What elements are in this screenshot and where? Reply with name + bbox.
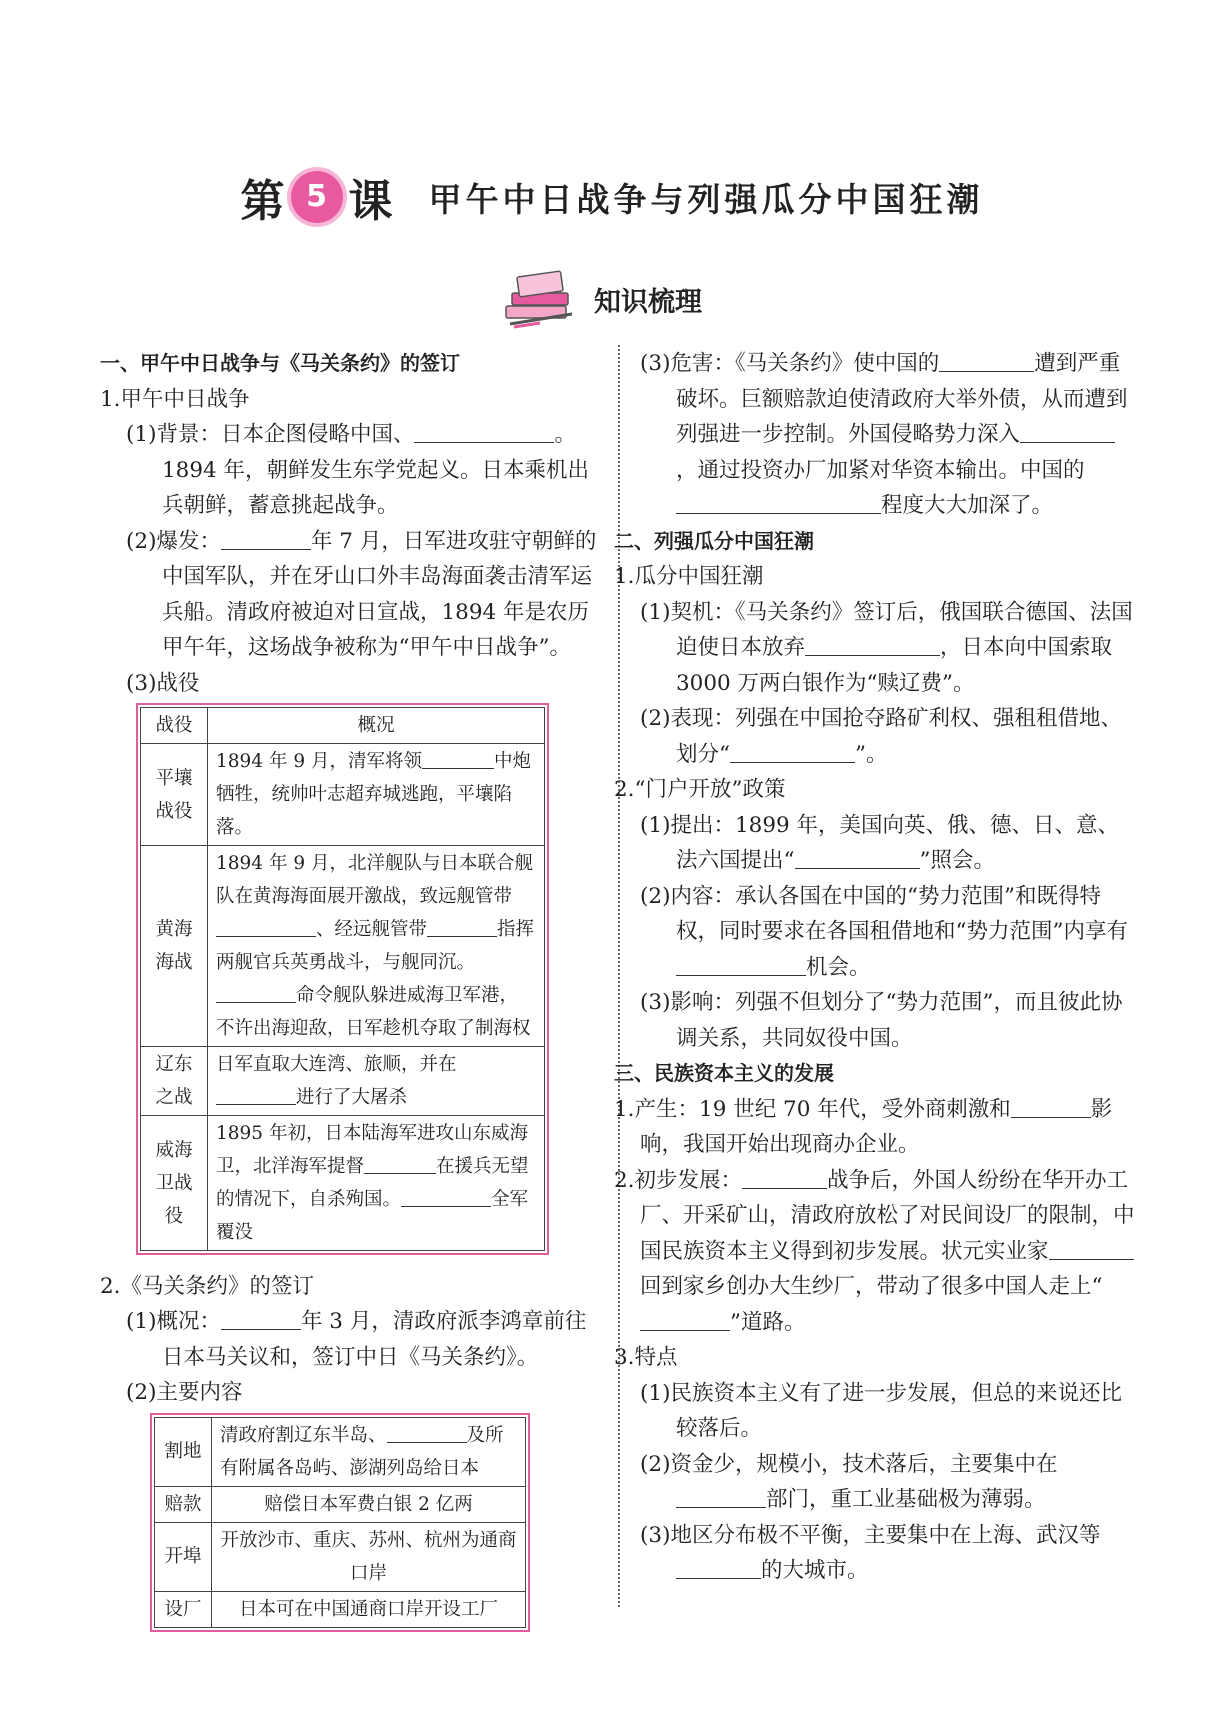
treaty-key: 设厂	[155, 1591, 212, 1627]
battles-table	[140, 707, 545, 1251]
heading-1-2: 2.《马关条约》的签订	[100, 1273, 315, 1299]
table-row	[141, 846, 545, 1047]
development-end: ”道路。	[730, 1309, 806, 1335]
section-title: 知识梳理	[594, 286, 702, 318]
books-icon	[500, 268, 580, 330]
blank-field	[805, 633, 940, 656]
battles-table-wrap	[136, 703, 549, 1255]
origin-text-2: 影响，我国开始出现商办企业。	[640, 1096, 1113, 1157]
battle-name: 黄海海战	[141, 846, 208, 1047]
blank-field	[939, 349, 1034, 372]
treaty-value: 日本可在中国通商口岸开设工厂	[212, 1591, 526, 1627]
harm-label: (3)危害：《马关条约》使中国的	[640, 351, 940, 376]
background-item	[100, 417, 605, 524]
harm-text-2: ，通过投资办厂加紧对华资本输出。中国的	[676, 457, 1085, 483]
table-row	[155, 1591, 526, 1627]
performance-end: ”。	[855, 741, 888, 767]
background-text: (1)背景：日本企图侵略中国、	[126, 422, 415, 447]
development-label: 2.初步发展：	[614, 1167, 743, 1193]
policy-content-end: 机会。	[806, 954, 871, 980]
development-text-2: 回到家乡创办大生纱厂，带动了很多中国人走上“	[640, 1274, 1103, 1299]
blank-field	[422, 746, 494, 769]
cell-text: 在援兵无望的情况下，自杀殉国。	[216, 1156, 529, 1210]
blank-field	[221, 1307, 301, 1330]
blank-field	[640, 1308, 730, 1331]
cell-text: 进行了大屠杀	[296, 1087, 408, 1108]
battle-desc	[208, 744, 545, 846]
cell-text: 、经远舰管带	[316, 919, 428, 940]
feature-1: (1)民族资本主义有了进一步发展，但总的来说还比较落后。	[640, 1380, 1122, 1441]
opportunity-item	[640, 595, 1135, 702]
battle-name: 威海卫战役	[141, 1116, 208, 1251]
feature-2-end: 部门，重工业基础极为薄弱。	[766, 1487, 1046, 1512]
blank-field	[221, 527, 311, 550]
proposal-end: ”照会。	[919, 848, 995, 873]
outbreak-item	[100, 524, 605, 666]
battle-name: 平壤战役	[141, 744, 208, 846]
table-row	[141, 708, 545, 744]
overview-label: (1)概况：	[126, 1309, 221, 1334]
cell-text: 1894 年 9 月，北洋舰队与日本联合舰队在黄海海面展开激战，致远舰管带	[216, 853, 533, 907]
table-row	[141, 1047, 545, 1116]
section-header	[500, 268, 702, 330]
blank-field	[676, 953, 806, 976]
blank-field	[216, 914, 316, 937]
heading-2-2: 2.“门户开放”政策	[614, 777, 786, 802]
origin-text: 1.产生：19 世纪 70 年代，受外商刺激和	[614, 1096, 1011, 1122]
blank-field	[730, 740, 855, 763]
treaty-table-wrap	[150, 1413, 530, 1632]
table-row	[155, 1417, 526, 1486]
policy-content-text: (2)内容：承认各国在中国的“势力范围”和既得特权，同时要求在各国租借地和“势力范围”内享有	[640, 883, 1128, 944]
feature-2	[640, 1447, 1135, 1518]
heading-2-1: 1.瓜分中国狂潮	[614, 564, 764, 589]
right-column	[614, 346, 1135, 1589]
table-row	[141, 744, 545, 846]
battles-label: (3)战役	[126, 670, 200, 696]
development-text: 战争后，外国人纷纷在华开办工厂、开采矿山，清政府放松了对民间设厂的限制，中国民族资本主义得到初步发展。状元实业家	[640, 1167, 1135, 1264]
table-row	[155, 1486, 526, 1522]
background-end: 。	[554, 422, 576, 447]
blank-field	[387, 1420, 467, 1443]
battle-desc	[208, 1047, 545, 1116]
heading-1-1: 1.甲午中日战争	[100, 386, 250, 412]
blank-field	[414, 420, 554, 443]
cell-text: 指挥两舰官兵英勇战斗，与舰同沉。	[216, 919, 535, 973]
policy-content-item	[640, 879, 1135, 986]
blank-field	[676, 491, 881, 514]
heading-1: 一、甲午中日战争与《马关条约》的签订	[100, 351, 460, 375]
cell-text: 日军直取大连湾、旅顺，并在	[216, 1054, 457, 1075]
blank-field	[216, 980, 296, 1003]
lesson-header	[0, 165, 1224, 229]
battle-desc	[208, 1116, 545, 1251]
harm-text: 遭到严重破坏。巨额赔款迫使清政府大举外债，从而遭到列强进一步控制。外国侵略势力深入	[676, 351, 1128, 447]
performance-item	[640, 701, 1135, 772]
overview-item	[100, 1304, 605, 1375]
harm-text-3: 程度大大加深了。	[881, 493, 1054, 518]
blank-field	[1020, 420, 1115, 443]
feature-2-text: (2)资金少，规模小，技术落后，主要集中在	[640, 1451, 1058, 1477]
development-item	[614, 1163, 1135, 1341]
overview-text: 年 3 月，清政府派李鸿章前往日本马关议和，签订中日《马关条约》。	[162, 1309, 587, 1370]
lesson-prefix: 第	[240, 176, 285, 227]
proposal-item	[640, 808, 1135, 879]
cell-text: 1894 年 9 月，清军将领	[216, 751, 422, 772]
treaty-value: 赔偿日本军费白银 2 亿两	[212, 1486, 526, 1522]
opportunity-text: (1)契机：《马关条约》签订后，俄国联合德国、法国迫使日本放弃	[640, 599, 1133, 660]
table-row	[141, 1116, 545, 1251]
outbreak-label: (2)爆发：	[126, 528, 221, 554]
treaty-table	[154, 1417, 526, 1628]
blank-field	[1049, 1237, 1134, 1260]
origin-item	[614, 1092, 1135, 1163]
background-text-2: 1894 年，朝鲜发生东学党起义。日本乘机出兵朝鲜，蓄意挑起战争。	[162, 457, 590, 518]
treaty-key: 割地	[155, 1417, 212, 1486]
blank-field	[364, 1151, 436, 1174]
table-header: 战役	[141, 708, 208, 744]
cell-text: 及所有附属各岛屿、澎湖列岛给日本	[220, 1424, 504, 1479]
outbreak-text: 年 7 月，日军进攻驻守朝鲜的中国军队，并在牙山口外丰岛海面袭击清军运兵船。清政府被迫对日宣战，1894 年是农历甲午年，这场战争被称为“甲午中日战争”。	[162, 528, 597, 660]
cell-text: 清政府割辽东半岛、	[220, 1424, 387, 1446]
table-row	[155, 1522, 526, 1591]
features-label: 3.特点	[614, 1345, 678, 1370]
cell-text: 1895 年初，日本陆海军进攻山东威海卫，北洋海军提督	[216, 1123, 528, 1177]
cell-text: 中炮牺牲，统帅叶志超弃城逃跑，平壤陷落。	[216, 751, 532, 838]
treaty-value: 开放沙市、重庆、苏州、杭州为通商口岸	[212, 1522, 526, 1591]
heading-3: 三、民族资本主义的发展	[614, 1061, 834, 1085]
blank-field	[795, 846, 920, 869]
influence-item: (3)影响：列强不但划分了“势力范围”，而且彼此协调关系，共同奴役中国。	[640, 990, 1123, 1051]
lesson-suffix: 课	[348, 176, 393, 227]
blank-field	[676, 1556, 761, 1579]
blank-field	[401, 1184, 491, 1207]
cell-text: 全军覆没	[216, 1189, 529, 1243]
treaty-key: 开埠	[155, 1522, 212, 1591]
content-label: (2)主要内容	[126, 1380, 243, 1405]
battle-desc	[208, 846, 545, 1047]
feature-3	[640, 1518, 1135, 1589]
treaty-key: 赔款	[155, 1486, 212, 1522]
treaty-value	[212, 1417, 526, 1486]
battle-name: 辽东之战	[141, 1047, 208, 1116]
left-column	[100, 346, 605, 1643]
blank-field	[742, 1166, 827, 1189]
blank-field	[1011, 1095, 1091, 1118]
feature-3-text: (3)地区分布极不平衡，主要集中在上海、武汉等	[640, 1522, 1101, 1548]
heading-2: 二、列强瓜分中国狂潮	[614, 528, 814, 553]
blank-field	[676, 1485, 766, 1508]
lesson-title: 甲午中日战争与列强瓜分中国狂潮	[428, 179, 984, 219]
blank-field	[216, 1082, 296, 1105]
opportunity-text-2: ，日本向中国索取 3000 万两白银作为“赎辽费”。	[676, 635, 1113, 696]
proposal-text: (1)提出：1899 年，美国向英、俄、德、日、意、法六国提出“	[640, 812, 1120, 873]
lesson-number-badge: 5	[291, 171, 343, 223]
blank-field	[427, 914, 497, 937]
performance-text: (2)表现：列强在中国抢夺路矿利权、强租租借地、划分“	[640, 706, 1122, 767]
table-header: 概况	[208, 708, 545, 744]
cell-text: 命令舰队躲进威海卫军港，不许出海迎敌，日军趁机夺取了制海权	[216, 985, 531, 1039]
feature-3-end: 的大城市。	[761, 1558, 869, 1583]
harm-item	[640, 346, 1135, 524]
